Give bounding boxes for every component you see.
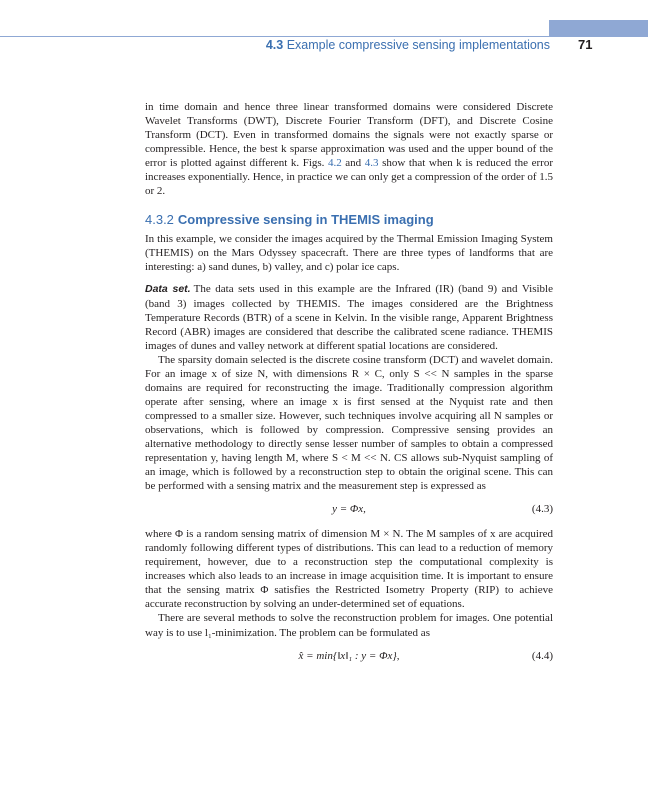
themis-intro-paragraph: In this example, we consider the images acquired by the Thermal Emission Imaging System (THEMIS) on the Mars Odyssey spacecraft. There are three types of landforms that are interesting: a) sand dunes, b) valley, and c) polar ice caps. [145, 233, 553, 274]
header-accent-bar [549, 20, 648, 36]
equation-4-3 [145, 502, 553, 516]
intro-text-end: show that when k is reduced the error increases exponentially. Hence, in practice we can only get a compression of the order of 1.5 or 2. [145, 157, 553, 198]
subsection-title: Compressive sensing in THEMIS imaging [177, 212, 434, 228]
equation-4-4-body: x̂ = min{‖x‖₁ : y = Φx}, [298, 649, 400, 662]
methods-paragraph: There are several methods to solve the reconstruction problem for images. One potential way is to use l₁-minimization. The problem can be formulated as [145, 612, 553, 639]
running-title-section-number: 4.3 [265, 38, 284, 52]
header-rule [0, 36, 648, 37]
equation-4-3-number: (4.3) [531, 503, 553, 516]
equation-4-4 [145, 649, 553, 663]
running-title-text: Example compressive sensing implementations [286, 38, 550, 52]
data-set-heading: Data set. [145, 283, 191, 296]
page-number: 71 [578, 37, 593, 52]
sparsity-paragraph: The sparsity domain selected is the discrete cosine transform (DCT) and wavelet domain. For an image x of size N, with dimensions R × C, only S << N samples in the sparse domains are required for reconstructing the image. Traditionally compression algorithm operate after sensing, where an image x is first sensed at the Nyquist rate and then compressed to a smaller size. However, such techniques involve acquiring all N samples or observations, which is followed by compression. Compressive sensing provides an alternative methodology to directly sense lesser number of samples to obtain a compressed representation y, having length M, where S < M << N. CS allows sub-Nyquist sampling of an image, which is followed by a reconstruction step to obtain the original scene. This can be performed with a sensing matrix and the measurement step is expressed as [145, 353, 553, 493]
figure-link-4-2[interactable]: 4.2 [327, 157, 342, 170]
subsection-heading [145, 212, 553, 228]
running-title [266, 38, 550, 52]
page-body [145, 100, 553, 674]
equation-4-3-body: y = Φx, [332, 503, 366, 516]
phi-description-paragraph: where Φ is a random sensing matrix of dimension M × N. The M samples of x are acquired randomly following different types of distributions. This can lead to a reduction of memory requirement, however, due to a reconstruction step the computational complexity is increases which also leads to an increase in image acquisition time. It is important to ensure that the sensing matrix Φ satisfies the Restricted Isometry Property (RIP) to achieve accurate reconstruction by solving an under-determined set of equations. [145, 528, 553, 611]
intro-text-start: in time domain and hence three linear transformed domains were considered Discrete Wavelet Transforms (DWT), Discrete Fourier Transform (DFT), and Discrete Cosine Transform (DCT). Even in transformed domains the signals were not exactly sparse or compressible. Hence, the best k sparse approximation was used and the upper bound of the error is plotted against different k. Figs. [145, 101, 553, 170]
intro-paragraph [145, 100, 553, 198]
subsection-number: 4.3.2 [145, 212, 174, 228]
equation-4-4-number: (4.4) [531, 649, 553, 662]
intro-text-and: and [345, 157, 362, 170]
data-set-paragraph [145, 282, 553, 352]
data-set-text: The data sets used in this example are the Infrared (IR) (band 9) and Visible (band 3) images collected by THEMIS. The images considered are the Brightness Temperature Records (BTR) of a scene in Kelvin. In the visible range, Apparent Brightness Record (ABR) images are considered that describe the calibrated scene radiance. THEMIS images of dunes and valley network at different spatial locations are considered. [145, 283, 553, 352]
figure-link-4-3[interactable]: 4.3 [364, 157, 379, 170]
